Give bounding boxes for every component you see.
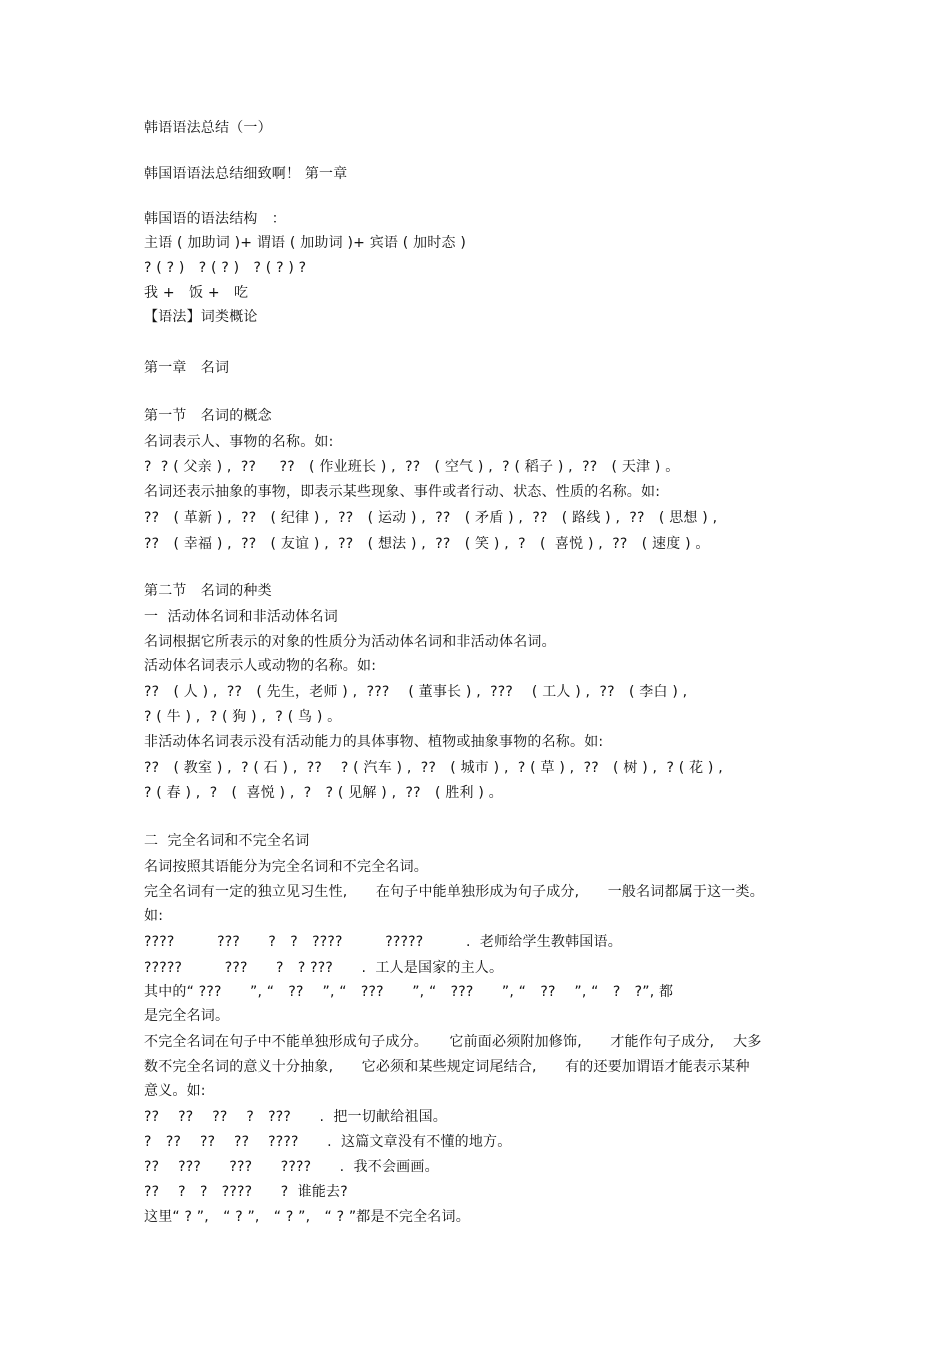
paragraph: 活动体名词表示人或动物的名称。如: (144, 658, 377, 674)
structure-example: 我 + 饭 + 吃 (144, 285, 249, 301)
example-line: ? ?? ?? ?? ???? . 这篇文章没有不懂的地方。 (144, 1134, 512, 1150)
paragraph: 如: (144, 908, 164, 924)
example-line: ???? ??? ? ? ???? ????? . 老师给学生教韩国语。 (144, 934, 622, 950)
example-line: ?? ( 人 ) , ?? ( 先生，老师 ) , ??? ( 董事长 ) , ??? ( 工人 ) , ?? ( 李白 ) , (144, 684, 688, 700)
example-line: ?? ? ? ???? ? 谁能去? (144, 1184, 348, 1200)
paragraph: 是完全名词。 (144, 1008, 230, 1024)
paragraph: 非活动体名词表示没有活动能力的具体事物、植物或抽象事物的名称。如: (144, 734, 604, 750)
paragraph: 不完全名词在句子中不能单独形成句子成分。 它前面必须附加修饰, 才能作句子成分, 大多 (144, 1034, 762, 1050)
paragraph: 意义。如: (144, 1083, 206, 1099)
paragraph: 完全名词有一定的独立见习生性, 在句子中能单独形成为句子成分, 一般名词都属于这一类。 (144, 884, 764, 900)
doc-subtitle: 韩国语语法总结细致啊！ 第一章 (144, 166, 348, 182)
grammar-tag: 【语法】词类概论 (144, 309, 258, 325)
structure-pattern: 主语 ( 加助词 )+ 谓语 ( 加助词 )+ 宾语 ( 加时态 ) (144, 235, 466, 251)
example-line: ?? ??? ??? ???? . 我不会画画。 (144, 1159, 439, 1175)
section2-heading: 第二节 名词的种类 (144, 583, 272, 599)
chapter-heading: 第一章 名词 (144, 360, 230, 376)
paragraph: 名词按照其语能分为完全名词和不完全名词。 (144, 859, 428, 875)
example-line: ?? ?? ?? ? ??? . 把一切献给祖国。 (144, 1109, 448, 1125)
example-line: ?? ( 革新 ) , ?? ( 纪律 ) , ?? ( 运动 ) , ?? ( 矛盾 ) , ?? ( 路线 ) , ?? ( 思想 ) , (144, 510, 718, 526)
paragraph: 名词表示人、事物的名称。如: (144, 434, 334, 450)
paragraph: 这里“ ? ”, “ ? ”, “ ? ”, “ ? ”都是不完全名词。 (144, 1209, 470, 1225)
paragraph: 名词根据它所表示的对象的性质分为活动体名词和非活动体名词。 (144, 634, 556, 650)
structure-heading: 韩国语的语法结构 ： (144, 211, 286, 227)
doc-title: 韩语语法总结（一） (144, 120, 272, 136)
example-line: ????? ??? ? ? ??? . 工人是国家的主人。 (144, 960, 504, 976)
example-line: ? ( 春 ) , ? ( 喜悦 ) , ? ? ( 见解 ) , ?? ( 胜利 ) 。 (144, 785, 503, 801)
example-line: ? ( 牛 ) , ? ( 狗 ) , ? ( 鸟 ) 。 (144, 709, 342, 725)
example-line: ?? ( 幸福 ) , ?? ( 友谊 ) , ?? ( 想法 ) , ?? ( 笑 ) , ? ( 喜悦 ) , ?? ( 速度 ) 。 (144, 536, 710, 552)
subsection-heading: 一 活动体名词和非活动体名词 (144, 609, 338, 625)
example-line: ? ? ( 父亲 ) , ?? ?? ( 作业班长 ) , ?? ( 空气 ) , ? ( 稻子 ) , ?? ( 天津 ) 。 (144, 459, 680, 475)
paragraph: 数不完全名词的意义十分抽象, 它必须和某些规定词尾结合, 有的还要加谓语才能表示某种 (144, 1059, 750, 1075)
example-line: ?? ( 教室 ) , ? ( 石 ) , ?? ? ( 汽车 ) , ?? ( 城市 ) , ? ( 草 ) , ?? ( 树 ) , ? ( 花 ) , (144, 760, 723, 776)
paragraph: 名词还表示抽象的事物，即表示某些现象、事件或者行动、状态、性质的名称。如: (144, 484, 661, 500)
section1-heading: 第一节 名词的概念 (144, 408, 272, 424)
subsection-heading: 二 完全名词和不完全名词 (144, 833, 310, 849)
paragraph: 其中的“ ??? ”, “ ?? ”, “ ??? ”, “ ??? ”, “ ?? ”, “ ? ?”, 都 (144, 984, 674, 1000)
structure-korean: ? ( ? ) ? ( ? ) ? ( ? ) ? (144, 260, 307, 276)
